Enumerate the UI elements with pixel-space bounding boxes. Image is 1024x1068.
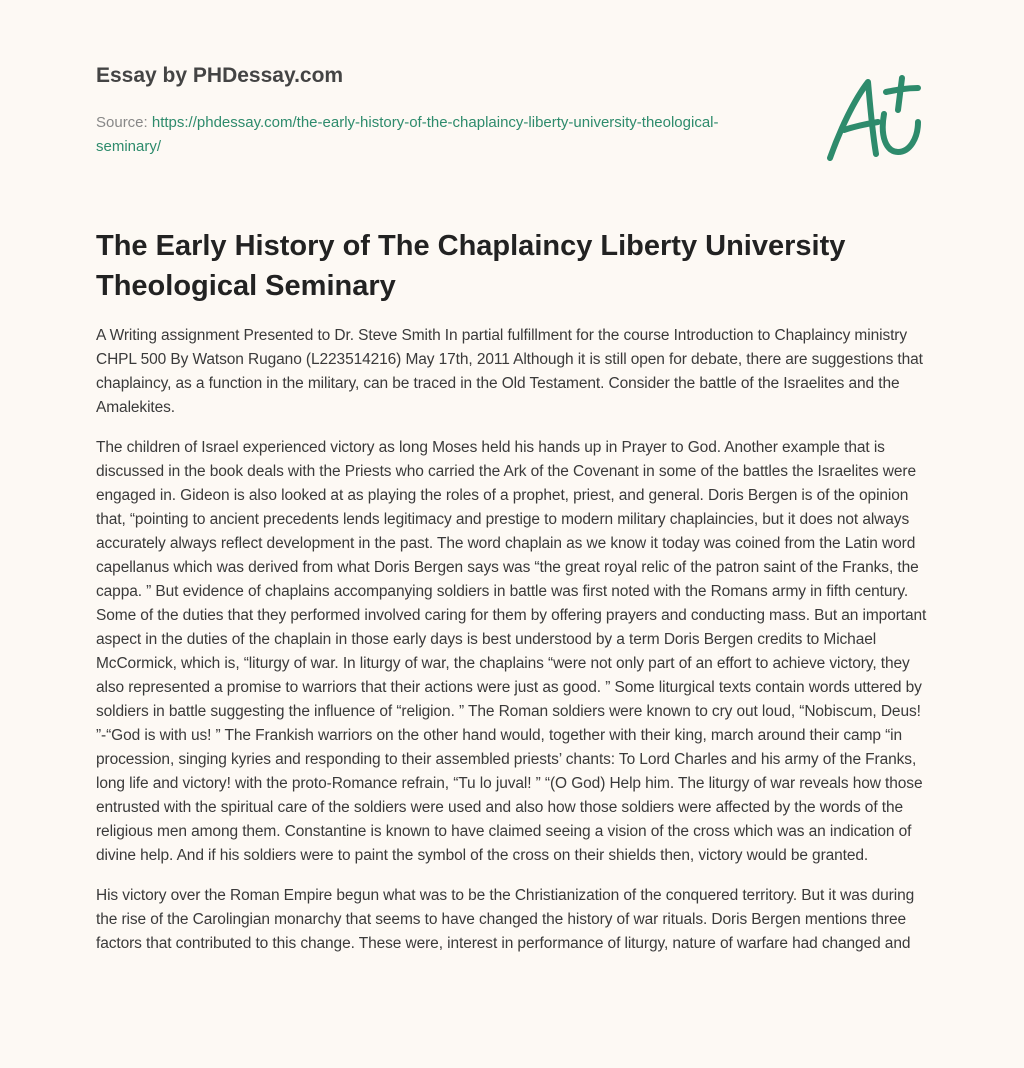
article-title: The Early History of The Chaplaincy Liberty University Theological Seminary — [96, 230, 846, 302]
paragraph: A Writing assignment Presented to Dr. Steve Smith In partial fulfillment for the course Introduction to Chaplaincy ministry CHPL 500 By Watson Rugano (L223514216) May 17th, 2011 Although it is still open for debate, there are suggestions that chaplaincy, as a function in the military, can be traced in the Old Testament. Consider the battle of the Israelites and the Amalekites. — [96, 327, 923, 416]
site-brand: Essay by PHDessay.com — [96, 64, 344, 87]
source-link[interactable]: https://phdessay.com/the-early-history-of-the-chaplaincy-liberty-university-theological-seminary/ — [96, 114, 719, 155]
paragraph: The children of Israel experienced victory as long Moses held his hands up in Prayer to God. Another example that is discussed in the book deals with the Priests who carried the Ark of the Covenant in some of the battles the Israelites were engaged in. Gideon is also looked at as playing the roles of a prophet, priest, and general. Doris Bergen is of the opinion that, “pointing to ancient precedents lends legitimacy and prestige to modern military chaplaincies, but it does not always accurately always reflect development in the past. The word chaplain as we know it today was coined from the Latin word capellanus which was derived from what Doris Bergen says was “the great royal relic of the patron saint of the Franks, the cappa. ” But evidence of chaplains accompanying soldiers in battle was first noted with the Romans army in fifth century. Some of the duties that they performed involved caring for them by offering prayers and conducting mass. But an important aspect in the duties of the chaplain in those early days is best understood by a term Doris Bergen credits to Michael McCormick, which is, “liturgy of war. In liturgy of war, the chaplains “were not only part of an effort to achieve victory, they also represented a promise to warriors that their actions were just as good. ” Some liturgical texts contain words uttered by soldiers in battle suggesting the influence of “religion. ” The Roman soldiers were known to cry out loud, “Nobiscum, Deus! ”-“God is with us! ” The Frankish warriors on the other hand would, together with their king, march around their camp “in procession, singing kyries and responding to their assembled priests’ chants: To Lord Charles and his army of the Franks, long life and victory! with the proto-Romance refrain, “Tu lo juval! ” “(O God) Help him. The liturgy of war reveals how those entrusted with the spiritual care of the soldiers were used and also how those soldiers were affected by the words of the religious men among them. Constantine is known to have claimed seeing a vision of the cross which was an indication of divine help. And if his soldiers were to paint the symbol of the cross on their shields then, victory would be granted. — [96, 439, 927, 864]
source-label: Source: — [96, 114, 152, 131]
a-plus-logo-icon — [822, 70, 926, 166]
source-line — [96, 111, 736, 159]
article-body — [96, 324, 928, 972]
paragraph: His victory over the Roman Empire begun what was to be the Christianization of the conquered territory. But it was during the rise of the Carolingian monarchy that seems to have changed the history of war rituals. Doris Bergen mentions three factors that contributed to this change. These were, interest in performance of liturgy, nature of warfare had changed and — [96, 887, 915, 952]
